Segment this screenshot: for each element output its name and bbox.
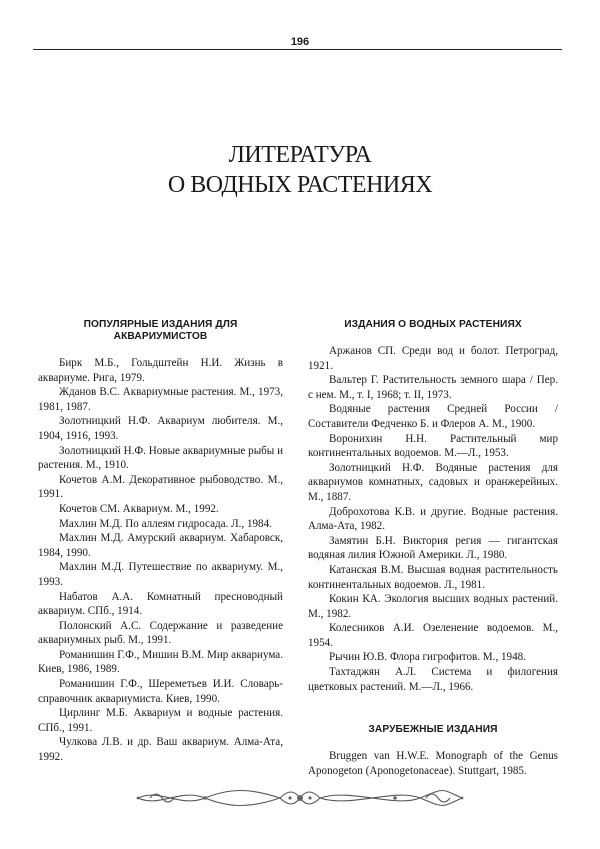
bibliography-entry: Замятин Б.Н. Виктория регия — гигантская водяная лилия Южной Америки. Л., 1980. <box>308 534 558 562</box>
bibliography-entry: Кокин КА. Экология высших водных растений. М., 1982. <box>308 593 558 620</box>
section-heading-popular: ПОПУЛЯРНЫЕ ИЗДАНИЯ ДЛЯ АКВАРИУМИСТОВ <box>83 319 238 342</box>
section-gap <box>308 694 558 724</box>
bibliography-entry: Полонский А.С. Содержание и разведение аквариумных рыб. М., 1991. <box>38 619 283 647</box>
foreign-list <box>308 749 558 778</box>
section-heading-foreign: ЗАРУБЕЖНЫЕ ИЗДАНИЯ <box>368 724 498 736</box>
aquatic-list <box>308 344 558 694</box>
bibliography-entry: Романишин Г.Ф., Мишин В.М. Мир аквариума. Киев, 1986, 1989. <box>38 648 283 676</box>
right-column <box>308 319 558 778</box>
page-title <box>0 140 600 200</box>
bibliography-entry: Тахтаджян А.Л. Система и филогения цветковых растений. М.—Л., 1966. <box>308 666 558 693</box>
bibliography-entry: Романишин Г.Ф., Шереметьев И.И. Словарь-справочник аквариумиста. Киев, 1990. <box>38 678 283 705</box>
bibliography-entry: Золотницкий Н.Ф. Водяные растения для аквариумов комнатных, садовых и оранжерейных. М., 1887. <box>308 461 558 503</box>
title-line-1: ЛИТЕРАТУРА <box>228 142 372 168</box>
bibliography-entry: Рычин Ю.В. Флора гигрофитов. М., 1948. <box>329 651 526 664</box>
bibliography-entry: Bruggen van H.W.E. Monograph of the Genus Aponogeton (Aponogetonaceae). Stuttgart, 1985. <box>308 750 558 777</box>
bibliography-entry: Золотницкий Н.Ф. Аквариум любителя. М., 1904, 1916, 1993. <box>38 415 283 442</box>
left-column <box>38 319 283 765</box>
bibliography-entry: Вальтер Г. Растительность земного шара / Пер. с нем. М., т. I, 1968; т. II, 1973. <box>308 374 558 401</box>
bibliography-entry: Золотницкий Н.Ф. Новые аквариумные рыбы и растения. М., 1910. <box>38 444 283 472</box>
decorative-flourish-icon <box>130 786 470 810</box>
bibliography-entry: Кочетов А.М. Декоративное рыбоводство. М., 1991. <box>38 473 283 501</box>
bibliography-entry: Цирлинг М.Б. Аквариум и водные растения. СПб., 1991. <box>38 707 283 734</box>
page-number: 196 <box>290 36 310 48</box>
title-line-2: О ВОДНЫХ РАСТЕНИЯХ <box>167 172 433 198</box>
bibliography-entry: Колесников А.И. Озеленение водоемов. М., 1954. <box>308 622 558 649</box>
bibliography-entry: Жданов В.С. Аквариумные растения. М., 1973, 1981, 1987. <box>38 386 283 413</box>
bibliography-entry: Аржанов СП. Среди вод и болот. Петроград, 1921. <box>308 345 558 372</box>
header-rule <box>33 49 562 50</box>
bibliography-entry: Воронихин Н.Н. Растительный мир континентальных водоемов. М.—Л., 1953. <box>308 432 558 460</box>
bibliography-entry: Доброхотова К.В. и другие. Водные растения. Алма-Ата, 1982. <box>308 505 558 533</box>
bibliography-entry: Водяные растения Средней России / Составители Федченко Б. и Флеров А. М., 1900. <box>308 403 558 430</box>
bibliography-entry: Махлин М.Д. По аллеям гидросада. Л., 1984. <box>59 517 272 530</box>
section-heading-aquatic: ИЗДАНИЯ О ВОДНЫХ РАСТЕНИЯХ <box>344 319 522 330</box>
bibliography-entry: Чулкова Л.В. и др. Ваш аквариум. Алма-Ата, 1992. <box>38 736 283 764</box>
bibliography-entry: Набатов А.А. Комнатный пресноводный аквариум. СПб., 1914. <box>38 590 283 618</box>
bibliography-entry: Кочетов СМ. Аквариум. М., 1992. <box>59 502 219 515</box>
bibliography-entry: Махлин М.Д. Амурский аквариум. Хабаровск, 1984, 1990. <box>38 532 283 559</box>
bibliography-entry: Катанская В.М. Высшая водная растительность континентальных водоемов. Л., 1981. <box>308 563 558 591</box>
bibliography-entry: Бирк М.Б., Гольдштейн Н.И. Жизнь в аквариуме. Рига, 1979. <box>38 357 283 384</box>
bibliography-entry: Махлин М.Д. Путешествие по аквариуму. М., 1993. <box>38 561 283 588</box>
popular-list <box>38 356 283 765</box>
